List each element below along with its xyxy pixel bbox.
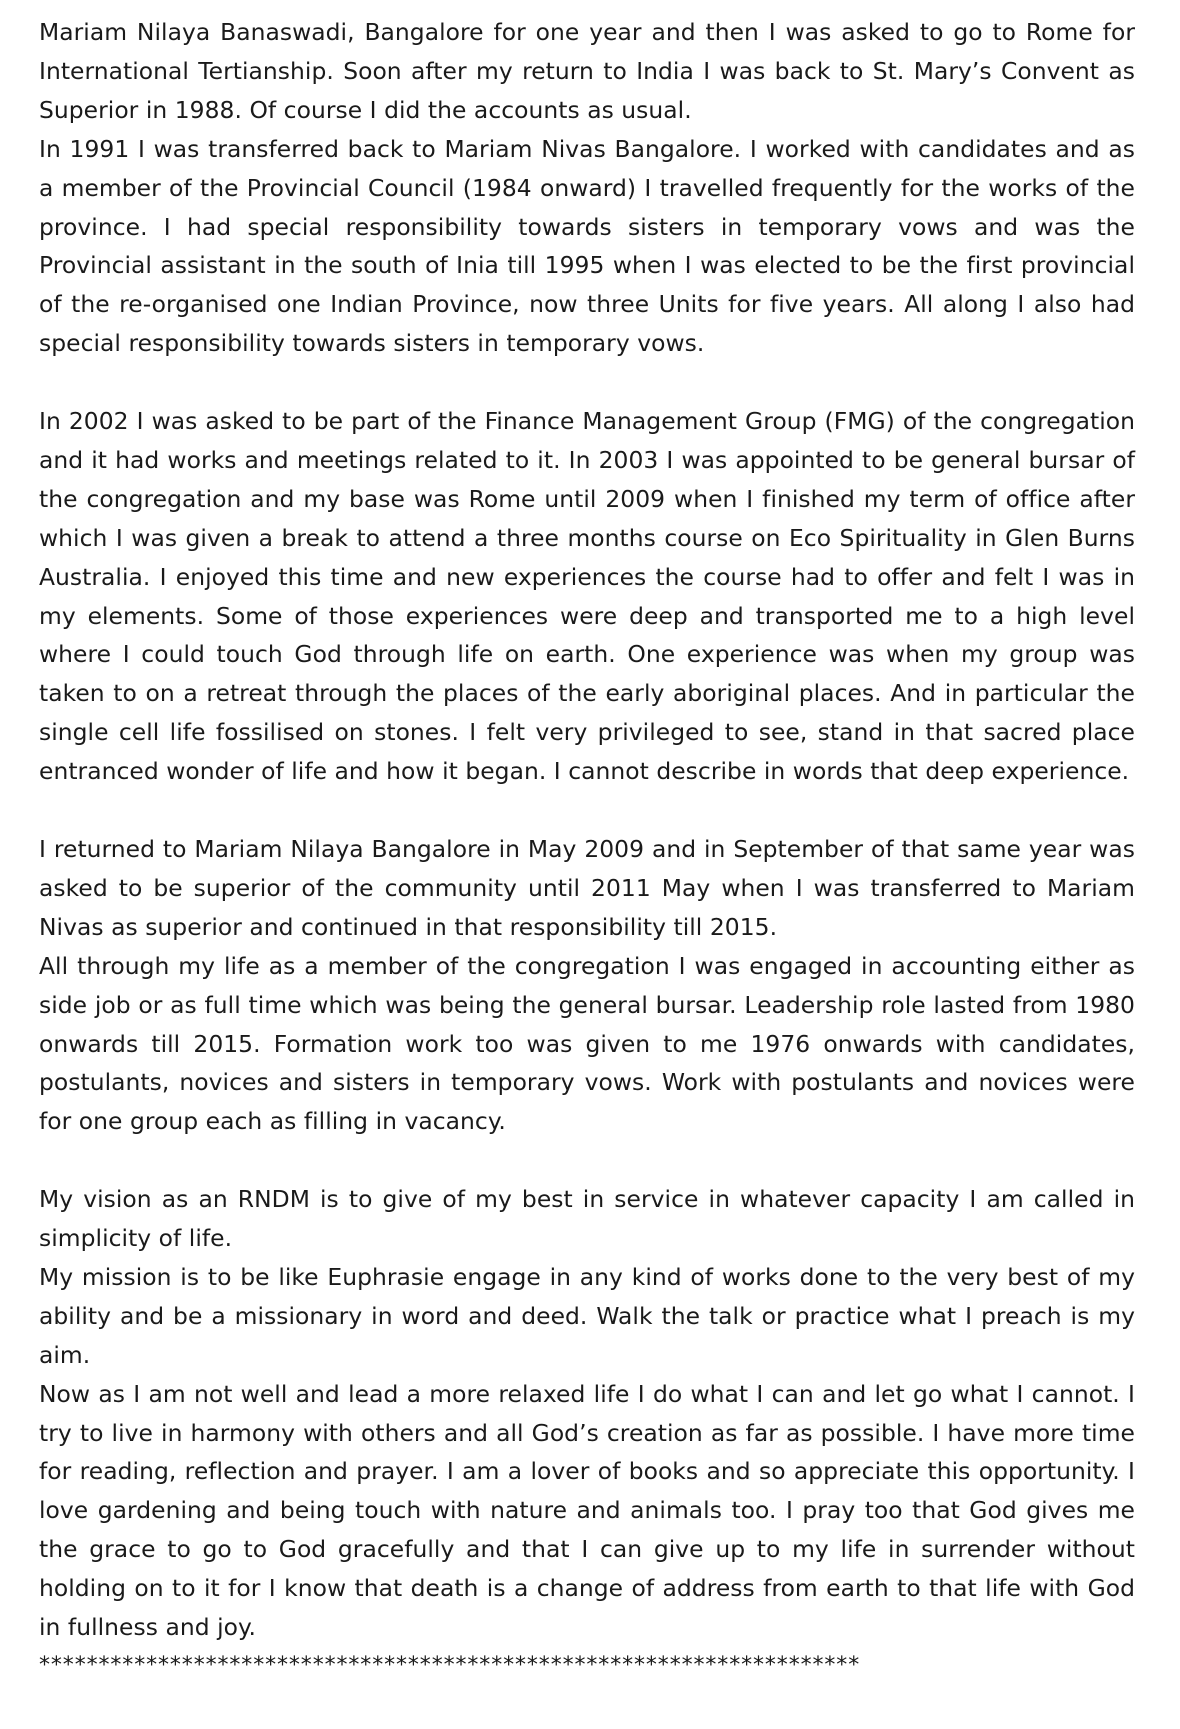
- paragraph-mission: My mission is to be like Euphrasie engage in any kind of works done to the very best of my ability and be a missionary in word and deed. Walk the talk or practice what I preach is my aim.: [39, 1262, 1135, 1369]
- paragraph-finance-management-group: In 2002 I was asked to be part of the Finance Management Group (FMG) of the congregation and it had works and meetings related to it. In 2003 I was appointed to be general bursar of the congregation and my base was Rome until 2009 when I finished my term of office after which I was given a break to attend a three months course on Eco Spirituality in Glen Burns Australia. I enjoyed this time and new experiences the course had to offer and felt I was in my elements. Some of those experiences were deep and transported me to a high level where I could touch God through life on earth. One experience was when my group was taken to on a retreat through the places of the early aboriginal places. And in particular the single cell life fossilised on stones. I felt very privileged to see, stand in that sacred place entranced wonder of life and how it began. I cannot describe in words that deep experience.: [39, 407, 1135, 786]
- paragraph-mariam-nivas-1991: In 1991 I was transferred back to Mariam Nivas Bangalore. I worked with candidates and as a member of the Provincial Council (1984 onward) I travelled frequently for the works of the province. I had special responsibility towards sisters in temporary vows and was the Provincial assistant in the south of Inia till 1995 when I was elected to be the first provincial of the re-organised one Indian Province, now three Units for five years. All along I also had special responsibility towards sisters in temporary vows.: [39, 134, 1135, 358]
- asterisk-divider: *********************************************************************: [39, 1653, 861, 1679]
- paragraph-gap: [39, 791, 1135, 830]
- paragraph-present-life: Now as I am not well and lead a more relaxed life I do what I can and let go what I cannot. I try to live in harmony with others and all God’s creation as far as possible. I have more time for reading, reflection and prayer. I am a lover of books and so appreciate this opportunity. I love gardening and being touch with nature and animals too. I pray too that God gives me the grace to go to God gracefully and that I can give up to my life in surrender without holding on to it for I know that death is a change of address from earth to that life with God in fullness and joy.: [39, 1379, 1135, 1642]
- paragraph-rome-tertianship: Mariam Nilaya Banaswadi, Bangalore for one year and then I was asked to go to Rome for International Tertianship. Soon after my return to India I was back to St. Mary’s Convent as Superior in 1988. Of course I did the accounts as usual.: [39, 18, 1135, 124]
- document-page: [39, 13, 1135, 1686]
- paragraph-vision: My vision as an RNDM is to give of my best in service in whatever capacity I am called in simplicity of life.: [39, 1185, 1135, 1253]
- paragraph-gap: [39, 363, 1135, 402]
- paragraph-return-bangalore-2009: I returned to Mariam Nilaya Bangalore in May 2009 and in September of that same year was asked to be superior of the community until 2011 May when I was transferred to Mariam Nivas as superior and continued in that responsibility till 2015.: [39, 835, 1135, 941]
- paragraph-accounting-leadership: All through my life as a member of the congregation I was engaged in accounting either as side job or as full time which was being the general bursar. Leadership role lasted from 1980 onwards till 2015. Formation work too was given to me 1976 onwards with candidates, postulants, novices and sisters in temporary vows. Work with postulants and novices were for one group each as filling in vacancy.: [39, 951, 1135, 1136]
- paragraph-gap: [39, 1141, 1135, 1180]
